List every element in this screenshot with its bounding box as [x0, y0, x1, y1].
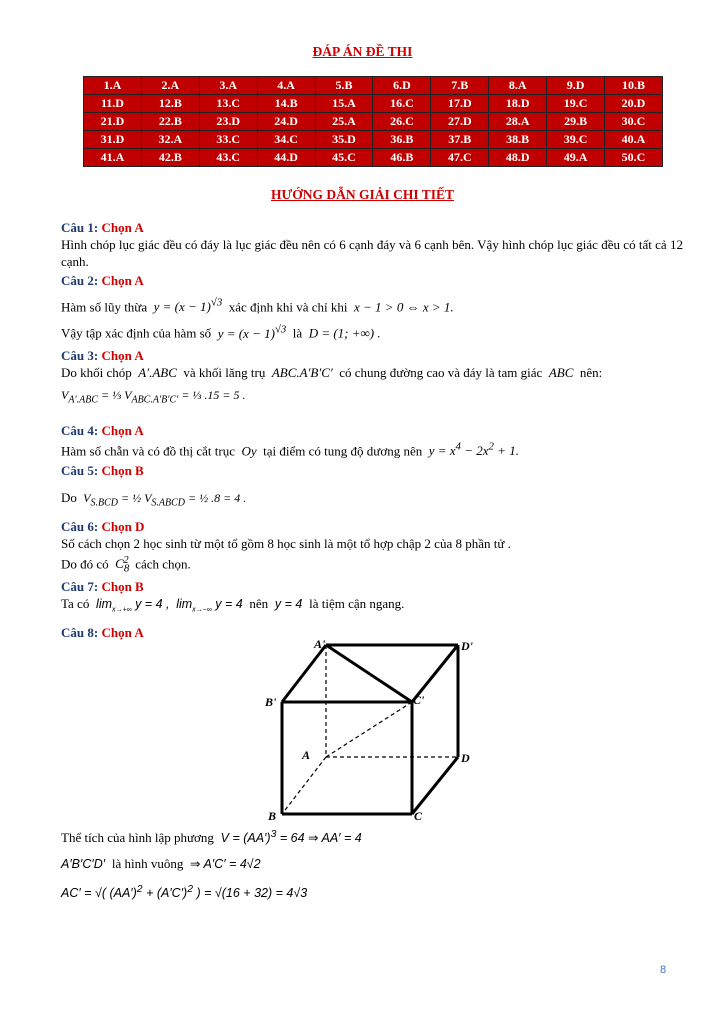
- answer-cell: 46.B: [373, 149, 431, 167]
- q4-text-b: tại điểm có tung độ dương nên: [263, 443, 423, 459]
- answer-cell: 48.D: [489, 149, 547, 167]
- answer-key-title: ĐÁP ÁN ĐỀ THI: [312, 44, 413, 59]
- vertex-label: A: [302, 748, 311, 762]
- question-choice: Chọn B: [101, 463, 144, 478]
- q6-line1: Số cách chọn 2 học sinh từ một tổ gồm 8 học sinh là một tổ hợp chập 2 của 8 phần tử .: [61, 536, 511, 551]
- answer-cell: 19.C: [547, 95, 605, 113]
- page-number: 8: [660, 964, 667, 976]
- answer-cell: 11.D: [84, 95, 142, 113]
- q5-formula: $V_{S.BCD}$ = ½ $V_{S.ABCD}$ = ½ .8 = 4 .: [80, 491, 247, 509]
- q3-text-a: Do khối chóp: [61, 365, 132, 380]
- vertex-label: C: [414, 809, 423, 823]
- answer-cell: 1.A: [84, 77, 142, 95]
- answer-cell: 16.C: [373, 95, 431, 113]
- answer-cell: 5.B: [315, 77, 373, 95]
- answer-cell: 17.D: [431, 95, 489, 113]
- answer-cell: 49.A: [547, 149, 605, 167]
- q8-solution: [61, 826, 683, 902]
- q2-condition: x − 1 > 0 ⇔ x > 1.: [350, 299, 454, 315]
- question-text: Hình chóp lục giác đều có đáy là lục giác đều nên có 6 cạnh đáy và 6 cạnh bên. Vậy hình chóp lục giác đều có tất cả 12 cạnh.: [61, 237, 683, 269]
- vertex-label: D': [461, 639, 473, 653]
- question-label: Câu 3:: [61, 348, 99, 363]
- answer-cell: 45.C: [315, 149, 373, 167]
- answer-cell: 38.B: [489, 131, 547, 149]
- question-choice: Chọn A: [101, 423, 144, 438]
- answer-cell: 41.A: [84, 149, 142, 167]
- answer-cell: 33.C: [199, 131, 257, 149]
- answer-cell: 10.B: [605, 77, 663, 95]
- question-choice: Chọn A: [101, 625, 144, 640]
- q8-volume: $V = (AA')^3 = 64$ ⇒ AA′ = 4: [217, 829, 362, 846]
- q2-line1-text-a: Hàm số lũy thừa: [61, 299, 148, 315]
- q3-text-c: có chung đường cao và đáy là tam giác: [339, 365, 543, 380]
- q4-text-a: Hàm số chẵn và có đồ thị cắt trục: [61, 443, 235, 459]
- q7-text-c: là tiệm cận ngang.: [309, 596, 405, 611]
- q6-line2-b: cách chọn.: [135, 556, 191, 572]
- question-label: Câu 7:: [61, 579, 99, 594]
- q8-square-face: A′B′C′D′: [61, 857, 109, 872]
- answer-cell: 42.B: [141, 149, 199, 167]
- q4-function: $y = x^4 - 2x^2 + 1$.: [425, 441, 519, 459]
- q7-text-a: Ta có: [61, 596, 90, 611]
- answer-cell: 21.D: [84, 113, 142, 131]
- q5-text-a: Do: [61, 490, 77, 505]
- answer-cell: 30.C: [605, 113, 663, 131]
- q3-triangle: ABC: [545, 365, 577, 380]
- vertex-label: B: [268, 809, 277, 823]
- q8-line2: là hình vuông: [111, 856, 184, 872]
- q3-prism: ABC.A′B′C′: [268, 365, 336, 380]
- q2-line1-text-b: xác định khi và chỉ khi: [228, 299, 348, 315]
- vertex-label: D: [461, 751, 470, 765]
- q2-formula: $y = (x - 1)^{√3}$: [150, 297, 223, 315]
- q2-domain: D = (1; +∞) .: [305, 325, 381, 341]
- q7-limit-2: $\lim_{x\to-\infty} y = 4$: [176, 597, 247, 614]
- answer-cell: 13.C: [199, 95, 257, 113]
- q2-line2-text-b: là: [292, 325, 303, 341]
- answer-cell: 4.A: [257, 77, 315, 95]
- q8-line1: Thể tích của hình lập phương: [61, 830, 214, 846]
- q3-text-b: và khối lăng trụ: [183, 365, 266, 380]
- answer-cell: 9.D: [547, 77, 605, 95]
- answer-cell: 26.C: [373, 113, 431, 131]
- vertex-label: B': [265, 695, 277, 709]
- answer-cell: 31.D: [84, 131, 142, 149]
- answer-cell: 15.A: [315, 95, 373, 113]
- q3-pyramid: A′.ABC: [135, 365, 181, 380]
- q7-limit-1: $\lim_{x\to+\infty} y = 4$ ,: [92, 597, 173, 614]
- answer-cell: 3.A: [199, 77, 257, 95]
- vertex-label: C': [413, 693, 425, 707]
- question-choice: Chọn A: [101, 348, 144, 363]
- answer-cell: 22.B: [141, 113, 199, 131]
- answer-cell: 2.A: [141, 77, 199, 95]
- question-choice: Chọn A: [101, 273, 144, 288]
- answer-cell: 8.A: [489, 77, 547, 95]
- q2-line2-text-a: Vậy tập xác định của hàm số: [61, 325, 212, 341]
- answer-cell: 18.D: [489, 95, 547, 113]
- question-choice: Chọn B: [101, 579, 144, 594]
- q8-diagonal: ⇒ A′C′ = 4√2: [186, 857, 261, 872]
- q6-line2-a: Do đó có: [61, 556, 109, 572]
- q6-combination: $C_8^2$: [111, 554, 130, 575]
- answer-cell: 12.B: [141, 95, 199, 113]
- q7-text-b: nên: [249, 596, 269, 611]
- answer-cell: 37.B: [431, 131, 489, 149]
- answer-cell: 47.C: [431, 149, 489, 167]
- answer-cell: 14.B: [257, 95, 315, 113]
- q4-axis: Oy: [238, 443, 260, 459]
- q8-space-diagonal: AC′ = √( $(AA')^2 + (A'C')^2$ ) = √(16 + 32) = 4√3: [61, 884, 308, 901]
- vertex-label: A': [314, 637, 326, 651]
- answer-cell: 44.D: [257, 149, 315, 167]
- answer-cell: 32.A: [141, 131, 199, 149]
- section-title: HƯỚNG DẪN GIẢI CHI TIẾT: [270, 187, 455, 202]
- answer-cell: 6.D: [373, 77, 431, 95]
- answer-cell: 36.B: [373, 131, 431, 149]
- question-choice: Chọn D: [101, 519, 145, 534]
- answer-cell: 25.A: [315, 113, 373, 131]
- answer-cell: 40.A: [605, 131, 663, 149]
- q7-asymptote: y = 4: [271, 597, 306, 611]
- q3-text-d: nên:: [579, 365, 603, 380]
- question-label: Câu 1:: [61, 220, 99, 235]
- question-label: Câu 5:: [61, 463, 99, 478]
- answer-cell: 34.C: [257, 131, 315, 149]
- question-label: Câu 4:: [61, 423, 99, 438]
- answer-cell: 23.D: [199, 113, 257, 131]
- answer-cell: 50.C: [605, 149, 663, 167]
- answer-cell: 29.B: [547, 113, 605, 131]
- question-label: Câu 8:: [61, 625, 99, 640]
- answer-cell: 35.D: [315, 131, 373, 149]
- question-label: Câu 2:: [61, 273, 99, 288]
- answer-cell: 20.D: [605, 95, 663, 113]
- answer-cell: 24.D: [257, 113, 315, 131]
- answer-cell: 7.B: [431, 77, 489, 95]
- q2-formula-2: $y = (x - 1)^{√3}$: [214, 323, 287, 341]
- answer-cell: 43.C: [199, 149, 257, 167]
- answer-cell: 39.C: [547, 131, 605, 149]
- q3-volume-formula: $V_{A'.ABC}$ = ⅓ $V_{ABC.A'B'C'}$ = ⅓ .15 = 5 .: [61, 388, 246, 406]
- answer-cell: 27.D: [431, 113, 489, 131]
- question-choice: Chọn A: [101, 220, 144, 235]
- question-label: Câu 6:: [61, 519, 99, 534]
- answer-cell: 28.A: [489, 113, 547, 131]
